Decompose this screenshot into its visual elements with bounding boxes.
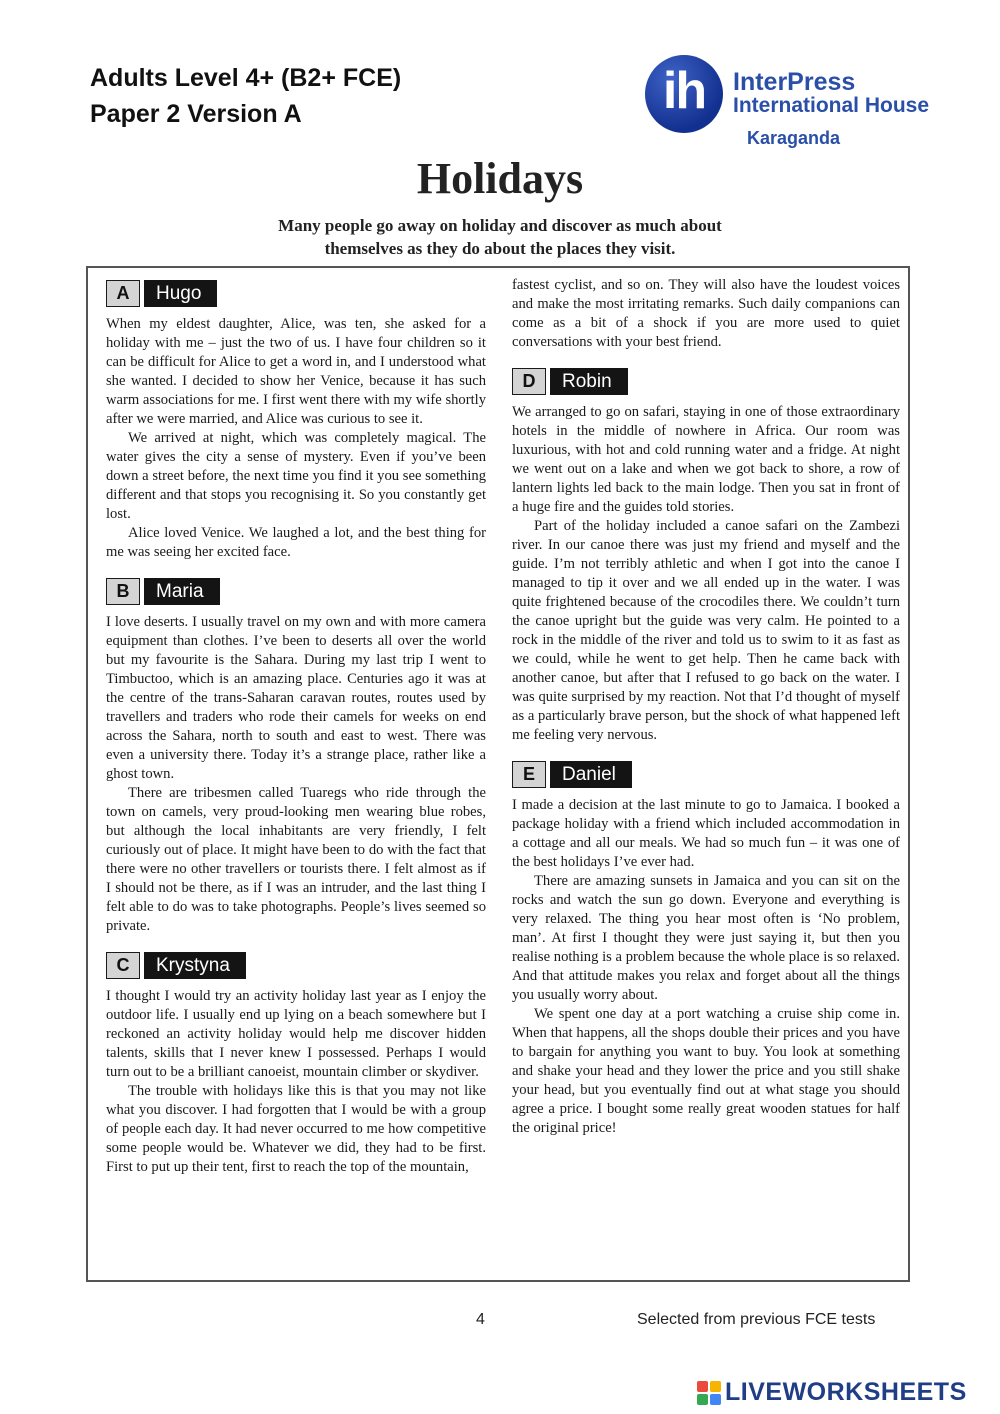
liveworksheets-watermark <box>697 1378 967 1407</box>
paragraph: I made a decision at the last minute to go to Jamaica. I booked a package holiday with a friend which included accommodation in a cottage and all our meals. We had so much fun – it was one of the best holidays I’ve ever had. <box>512 797 900 870</box>
paper-title: Paper 2 Version A <box>90 100 302 128</box>
section-letter: B <box>106 578 140 605</box>
section-letter: E <box>512 761 546 788</box>
source-note: Selected from previous FCE tests <box>637 1311 876 1328</box>
liveworksheets-icon <box>697 1381 721 1405</box>
paragraph: Alice loved Venice. We laughed a lot, and the best thing for me was seeing her excited face. <box>106 525 486 560</box>
page-title: Holidays <box>416 154 584 203</box>
section-label-c <box>106 952 486 979</box>
subtitle-line-2: themselves as they do about the places they visit. <box>324 239 676 258</box>
paragraph: We spent one day at a port watching a cruise ship come in. When that happens, all the shops double their prices and you have to bargain for anything you want to buy. You look at something and shake your head and they lower the price and you still shake your head, but you eventually find out at what stage you should agree a price. I bought some really great wooden statues for half the original price! <box>512 1006 900 1136</box>
section-name: Hugo <box>144 280 217 307</box>
logo-city: Karaganda <box>747 128 841 148</box>
section-label-b <box>106 578 486 605</box>
document-header <box>90 60 401 132</box>
paragraph: When my eldest daughter, Alice, was ten, she asked for a holiday with me – just the two of us. I have four children so it can be difficult for Alice to get a word in, and I understood what she wanted. I decided to show her Venice, because it has such warm associations for me. I first went there with my wife shortly after we were married, and Alice was curious to see it. <box>106 316 486 427</box>
ih-logo-icon <box>645 55 723 133</box>
section-letter: C <box>106 952 140 979</box>
logo-name: InterPress <box>733 68 856 96</box>
watermark-text: LIVEWORKSHEETS <box>725 1378 967 1406</box>
section-letter: D <box>512 368 546 395</box>
paragraph: I love deserts. I usually travel on my own and with more camera equipment than clothes. I’ve been to deserts all over the world but my favourite is the Sahara. During my last trip I went to Timbuctoo, which is an amazing place. Centuries ago it was at the centre of the trans-Saharan caravan routes, routes used by travellers and traders who rode their camels for weeks on end across the Sahara, north to south and east to west. There was even a university there. Today it’s a strange place, rather like a ghost town. <box>106 614 486 782</box>
section-name: Daniel <box>550 761 632 788</box>
level-title: Adults Level 4+ (B2+ FCE) <box>90 64 402 92</box>
page-number: 4 <box>476 1311 485 1328</box>
paragraph: We arranged to go on safari, staying in one of those extraordinary hotels in the middle of nowhere in Africa. Our room was luxurious, with hot and cold running water and a fridge. At night we went out on a lake and when we got back to shore, a row of lantern lights led back to the main lodge. Then you sat in front of a huge fire and the guides told stories. <box>512 404 900 515</box>
paragraph: Part of the holiday included a canoe safari on the Zambezi river. In our canoe there was just my friend and myself and the guide. I’m not terribly athletic and when I got into the canoe I managed to tip it over and we all ended up in the water. I was quite frightened because of the crocodiles there. We couldn’t turn the canoe upright but the guide was very calm. He pointed to a rock in the middle of the river and told us to swim to it as fast as we could, while he went to get help. Then he came back with another canoe, but after that I refused to go back on the water. I was quite surprised by my reaction. Not that I’d thought of myself as a particularly brave person, but the shock of what happened left me feeling very nervous. <box>512 518 900 743</box>
section-name: Krystyna <box>144 952 246 979</box>
section-label-e <box>512 761 900 788</box>
interpress-logo <box>645 55 945 155</box>
paragraph: There are amazing sunsets in Jamaica and you can sit on the rocks and watch the sun go down. Everyone and everything is very relaxed. The thing you hear most often is ‘No problem, man’. At first I thought they were just saying it, but then you realise nothing is a problem because the whole place is so relaxed. And that attitude makes you relax and forget about all the things you usually worry about. <box>512 873 900 1003</box>
section-name: Robin <box>550 368 628 395</box>
subtitle-line-1: Many people go away on holiday and discover as much about <box>278 216 722 235</box>
section-label-a <box>106 280 486 307</box>
page-subtitle <box>0 214 1000 260</box>
section-letter: A <box>106 280 140 307</box>
paragraph: There are tribesmen called Tuaregs who ride through the town on camels, very proud-looking men wearing blue robes, but although the local inhabitants are very friendly, I felt curiously out of place. It might have been to do with the fact that there were no other travellers or tourists there. I felt almost as if I should not be there, as if I was an intruder, and the last thing I felt able to do was to take photographs. People’s lives seemed so private. <box>106 785 486 934</box>
left-column <box>106 280 486 1177</box>
paragraph-continued: fastest cyclist, and so on. They will also have the loudest voices and make the most irritating remarks. Such daily companions can come as a bit of a shock if you are more used to quiet conversations with your best friend. <box>512 277 900 350</box>
section-label-d <box>512 368 900 395</box>
paragraph: The trouble with holidays like this is that you may not like what you discover. I had forgotten that I would be with a group of people each day. It had never occurred to me how competitive some people would be. Whatever we did, they had to be first. First to put up their tent, first to reach the top of the mountain, <box>106 1083 486 1175</box>
section-name: Maria <box>144 578 220 605</box>
logo-subtitle: International House <box>733 94 930 117</box>
right-column <box>512 276 900 1138</box>
logo-mark: ih <box>662 62 706 120</box>
paragraph: We arrived at night, which was completely magical. The water gives the city a sense of mystery. Even if you’ve been down a street before, the next time you find it you see something different and that stops you recognising it. So you constantly get lost. <box>106 430 486 522</box>
paragraph: I thought I would try an activity holiday last year as I enjoy the outdoor life. I usually end up lying on a beach somewhere but I reckoned an activity holiday would help me discover hidden talents, skills that I never knew I possessed. Perhaps I would turn out to be a brilliant canoeist, mountain climber or skydiver. <box>106 988 486 1080</box>
